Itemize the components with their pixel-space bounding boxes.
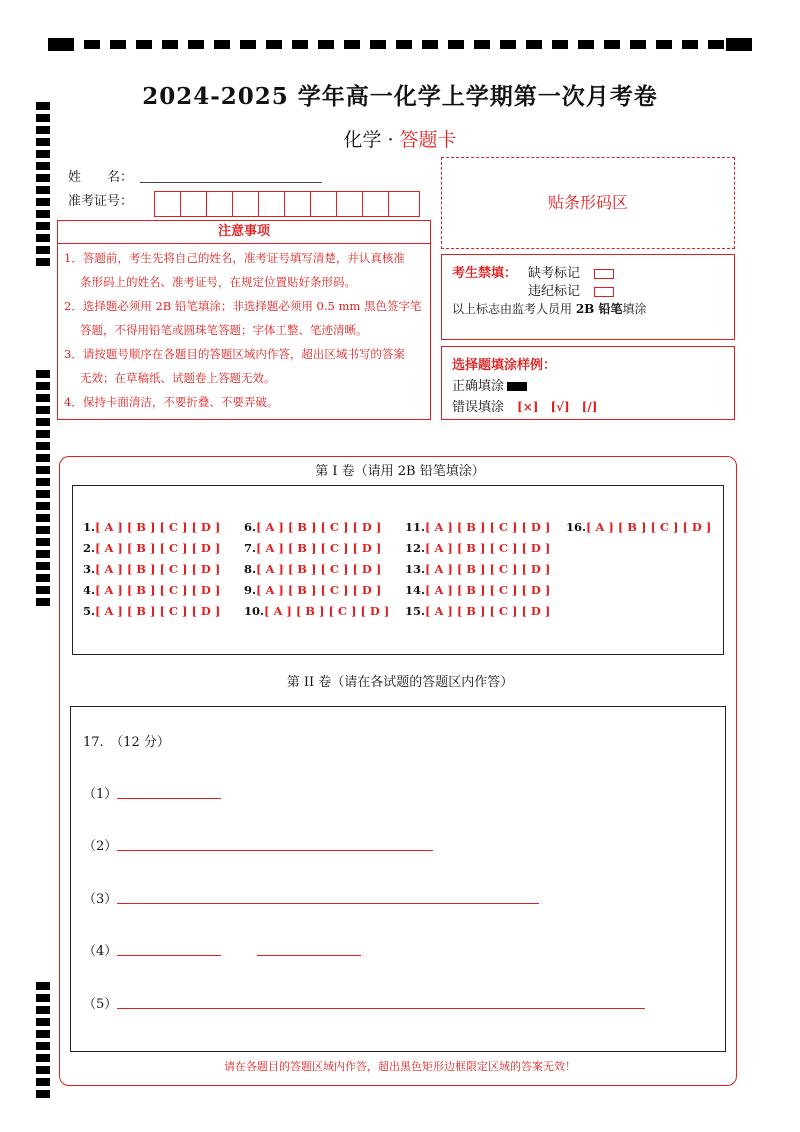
note-line: 2．选择题必须用 2B 铅笔填涂；非选择题必须用 0.5 mm 黑色签字笔 — [64, 299, 422, 313]
notes-box — [57, 220, 431, 420]
answer-line-3[interactable] — [117, 903, 539, 904]
question-5[interactable] — [83, 604, 220, 618]
example-label: 选择题填涂样例： — [452, 358, 557, 373]
question-10[interactable] — [244, 604, 389, 618]
card-subtitle — [0, 125, 800, 152]
note-line: 4．保持卡面清洁，不要折叠、不要弄破。 — [64, 395, 279, 409]
absent-mark-box[interactable] — [594, 269, 614, 279]
note-line: 答题，不得用铅笔或圆珠笔答题；字体工整、笔迹清晰。 — [80, 323, 368, 337]
answer-options[interactable]: [ A ] [ B ] [ C ] [ D ] — [95, 520, 221, 534]
question-12[interactable] — [405, 541, 550, 555]
id-label: 准考证号： — [68, 194, 134, 209]
question-number: 12. — [405, 541, 426, 555]
question-number: 11. — [405, 520, 426, 534]
answer-line-2[interactable] — [117, 850, 433, 851]
answer-options[interactable]: [ A ] [ B ] [ C ] [ D ] — [95, 562, 221, 576]
answer-line-1[interactable] — [117, 798, 221, 799]
question-13[interactable] — [405, 562, 550, 576]
answer-options[interactable]: [ A ] [ B ] [ C ] [ D ] — [586, 520, 712, 534]
question-6[interactable] — [244, 520, 381, 534]
choice-answer-box — [72, 485, 724, 655]
barcode-label: 贴条形码区 — [547, 193, 628, 212]
question-8[interactable] — [244, 562, 381, 576]
note-line: 无效；在草稿纸、试题卷上答题无效。 — [80, 371, 276, 385]
answer-card-label: 答题卡 — [399, 129, 457, 151]
answer-line-5[interactable] — [117, 1008, 645, 1009]
wrong-marks: [×] [√] [/] — [517, 400, 598, 414]
question-number: 5. — [83, 604, 96, 618]
question-4[interactable] — [83, 583, 220, 597]
question-number: 13. — [405, 562, 426, 576]
absent-label: 缺考标记 — [528, 266, 581, 281]
question-number: 9. — [244, 583, 257, 597]
correct-example-row — [452, 375, 527, 394]
top-timing-marks — [48, 38, 752, 52]
answer-options[interactable]: [ A ] [ B ] [ C ] [ D ] — [256, 541, 382, 555]
answer-options[interactable]: [ A ] [ B ] [ C ] [ D ] — [425, 520, 551, 534]
name-label: 姓 名： — [68, 170, 134, 185]
answer-options[interactable]: [ A ] [ B ] [ C ] [ D ] — [425, 562, 551, 576]
question-9[interactable] — [244, 583, 381, 597]
absent-mark-row — [528, 262, 614, 281]
filled-mark — [507, 382, 527, 391]
examinee-forbidden-box — [441, 254, 735, 340]
answer-options[interactable]: [ A ] [ B ] [ C ] [ D ] — [425, 583, 551, 597]
question-number: 3. — [83, 562, 96, 576]
question-16[interactable] — [566, 520, 711, 534]
note-suffix: 填涂 — [622, 302, 647, 316]
violation-label: 违纪标记 — [528, 284, 581, 299]
sub-label-1: （1） — [83, 787, 118, 802]
q17-heading: 17. （12 分） — [83, 735, 170, 750]
subject-label: 化学 · — [343, 129, 400, 151]
q17-answer-box — [70, 706, 726, 1052]
answer-options[interactable]: [ A ] [ B ] [ C ] [ D ] — [256, 583, 382, 597]
question-number: 2. — [83, 541, 96, 555]
correct-label: 正确填涂 — [452, 379, 505, 394]
question-number: 16. — [566, 520, 587, 534]
exam-title: 2024-2025 学年高一化学上学期第一次月考卷 — [142, 83, 658, 110]
question-15[interactable] — [405, 604, 550, 618]
question-number: 7. — [244, 541, 257, 555]
note-line: 1．答题前，考生先将自己的姓名，准考证号填写清楚，并认真核准 — [64, 251, 405, 265]
answer-options[interactable]: [ A ] [ B ] [ C ] [ D ] — [425, 604, 551, 618]
fill-example-box — [441, 346, 735, 420]
sub-label-5: （5） — [83, 997, 118, 1012]
violation-mark-row — [528, 280, 614, 299]
question-2[interactable] — [83, 541, 220, 555]
question-number: 14. — [405, 583, 426, 597]
question-3[interactable] — [83, 562, 220, 576]
part2-title: 第 II 卷（请在各试题的答题区内作答） — [286, 675, 514, 690]
answer-options[interactable]: [ A ] [ B ] [ C ] [ D ] — [256, 562, 382, 576]
answer-line-4b[interactable] — [257, 955, 361, 956]
question-number: 8. — [244, 562, 257, 576]
question-14[interactable] — [405, 583, 550, 597]
question-number: 15. — [405, 604, 426, 618]
sub-label-3: （3） — [83, 892, 118, 907]
footer-warning: 请在各题目的答题区域内作答，超出黑色矩形边框限定区域的答案无效！ — [224, 1060, 576, 1073]
forbidden-note — [452, 300, 647, 317]
wrong-label: 错误填涂 — [452, 400, 505, 415]
answer-options[interactable]: [ A ] [ B ] [ C ] [ D ] — [95, 583, 221, 597]
note-prefix: 以上标志由监考人员用 — [452, 302, 576, 316]
question-number: 1. — [83, 520, 96, 534]
name-field[interactable] — [140, 181, 322, 183]
question-number: 10. — [244, 604, 265, 618]
answer-options[interactable]: [ A ] [ B ] [ C ] [ D ] — [425, 541, 551, 555]
sub-label-2: （2） — [83, 839, 118, 854]
question-7[interactable] — [244, 541, 381, 555]
notes-heading: 注意事项 — [58, 221, 430, 244]
wrong-example-row — [452, 396, 597, 415]
answer-line-4a[interactable] — [117, 955, 221, 956]
question-11[interactable] — [405, 520, 550, 534]
forbidden-label: 考生禁填： — [452, 266, 518, 281]
note-line: 3．请按题号顺序在各题目的答题区域内作答，超出区域书写的答案 — [64, 347, 405, 361]
violation-mark-box[interactable] — [594, 287, 614, 297]
sub-label-4: （4） — [83, 944, 118, 959]
left-timing-marks — [36, 102, 50, 1102]
note-bold: 2B 铅笔 — [575, 302, 623, 316]
answer-options[interactable]: [ A ] [ B ] [ C ] [ D ] — [256, 520, 382, 534]
question-number: 6. — [244, 520, 257, 534]
note-line: 条形码上的姓名、准考证号，在规定位置贴好条形码。 — [80, 275, 356, 289]
question-1[interactable] — [83, 520, 220, 534]
answer-options[interactable]: [ A ] [ B ] [ C ] [ D ] — [95, 541, 221, 555]
question-number: 4. — [83, 583, 96, 597]
answer-options[interactable]: [ A ] [ B ] [ C ] [ D ] — [95, 604, 221, 618]
id-number-grid[interactable] — [154, 191, 420, 217]
barcode-area — [441, 157, 735, 249]
part1-title: 第 I 卷（请用 2B 铅笔填涂） — [315, 464, 485, 479]
answer-options[interactable]: [ A ] [ B ] [ C ] [ D ] — [264, 604, 390, 618]
